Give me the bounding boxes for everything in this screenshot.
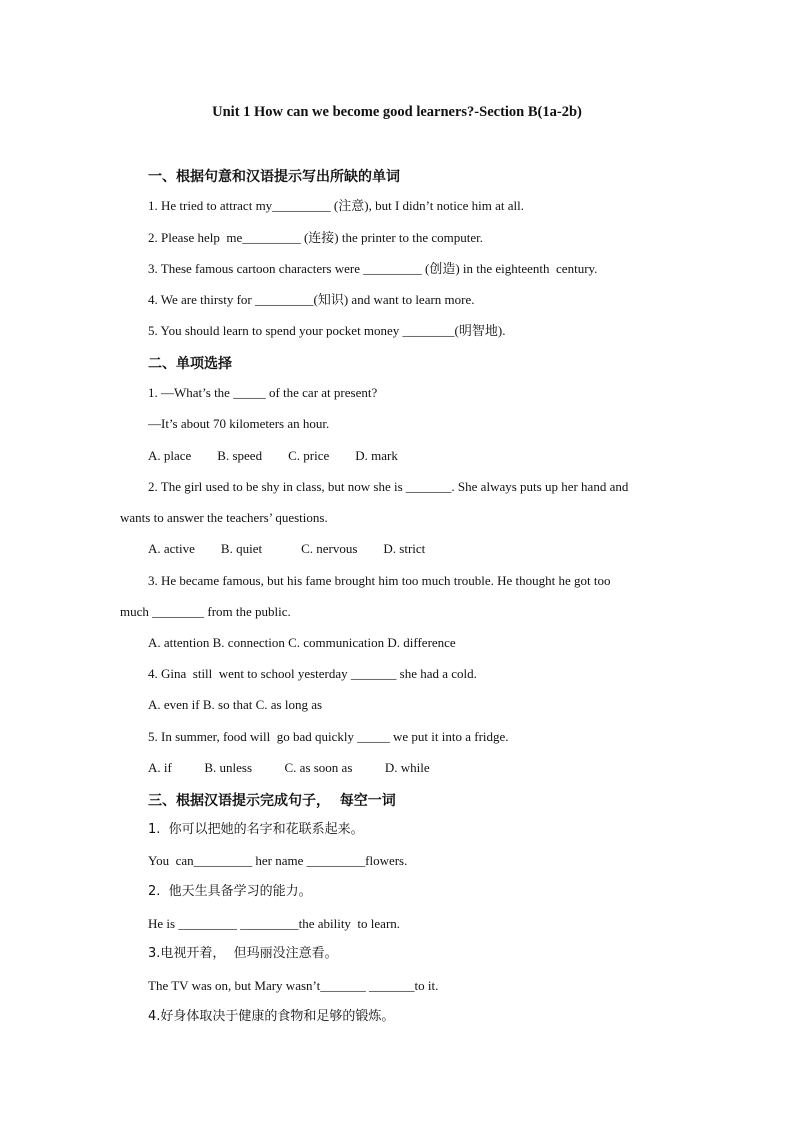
s3-item-2-chinese: 2. 他天生具备学习的能力。 <box>148 884 312 899</box>
section1-heading: 一、根据句意和汉语提示写出所缺的单词 <box>148 169 400 185</box>
s1-item-5: 5. You should learn to spend your pocket money ________(明智地). <box>148 323 506 338</box>
s2-q5-stem: 5. In summer, food will go bad quickly _____ we put it into a fridge. <box>148 729 509 744</box>
s2-q2-options: A. active B. quiet C. nervous D. strict <box>148 541 426 556</box>
s2-q2-stem: 2. The girl used to be shy in class, but now she is _______. She always puts up her hand and <box>148 479 629 494</box>
s2-q1-line2: —It’s about 70 kilometers an hour. <box>148 416 330 431</box>
s2-q4-options: A. even if B. so that C. as long as <box>148 697 323 712</box>
s1-item-1: 1. He tried to attract my_________ (注意), but I didn’t notice him at all. <box>148 198 524 213</box>
s2-q3-cont: much ________ from the public. <box>120 604 291 619</box>
s1-item-3: 3. These famous cartoon characters were _________ (创造) in the eighteenth century. <box>148 261 598 276</box>
s2-q2-cont: wants to answer the teachers’ questions. <box>120 510 328 525</box>
s2-q1-stem: 1. —What’s the _____ of the car at present? <box>148 385 378 400</box>
page-title: Unit 1 How can we become good learners?-Section B(1a-2b) <box>212 104 582 120</box>
s3-item-1-chinese: 1. 你可以把她的名字和花联系起来。 <box>148 822 364 837</box>
section2-heading: 二、单项选择 <box>148 356 232 372</box>
s3-item-1-english: You can_________ her name _________flowers. <box>148 853 408 868</box>
s2-q4-stem: 4. Gina still went to school yesterday _______ she had a cold. <box>148 666 477 681</box>
section3-heading: 三、根据汉语提示完成句子， 每空一词 <box>148 793 396 809</box>
s2-q1-options: A. place B. speed C. price D. mark <box>148 448 398 463</box>
s3-item-4-chinese: 4.好身体取决于健康的食物和足够的锻炼。 <box>148 1009 395 1024</box>
s3-item-2-english: He is _________ _________the ability to learn. <box>148 916 401 931</box>
s3-item-3-english: The TV was on, but Mary wasn’t_______ _______to it. <box>148 978 439 993</box>
s2-q3-options: A. attention B. connection C. communication D. difference <box>148 635 456 650</box>
s1-item-4: 4. We are thirsty for _________(知识) and want to learn more. <box>148 292 475 307</box>
s1-item-2: 2. Please help me_________ (连接) the printer to the computer. <box>148 230 484 245</box>
s3-item-3-chinese: 3.电视开着， 但玛丽没注意看。 <box>148 946 338 961</box>
s2-q5-options: A. if B. unless C. as soon as D. while <box>148 760 430 775</box>
s2-q3-stem: 3. He became famous, but his fame brought him too much trouble. He thought he got too <box>148 573 611 588</box>
